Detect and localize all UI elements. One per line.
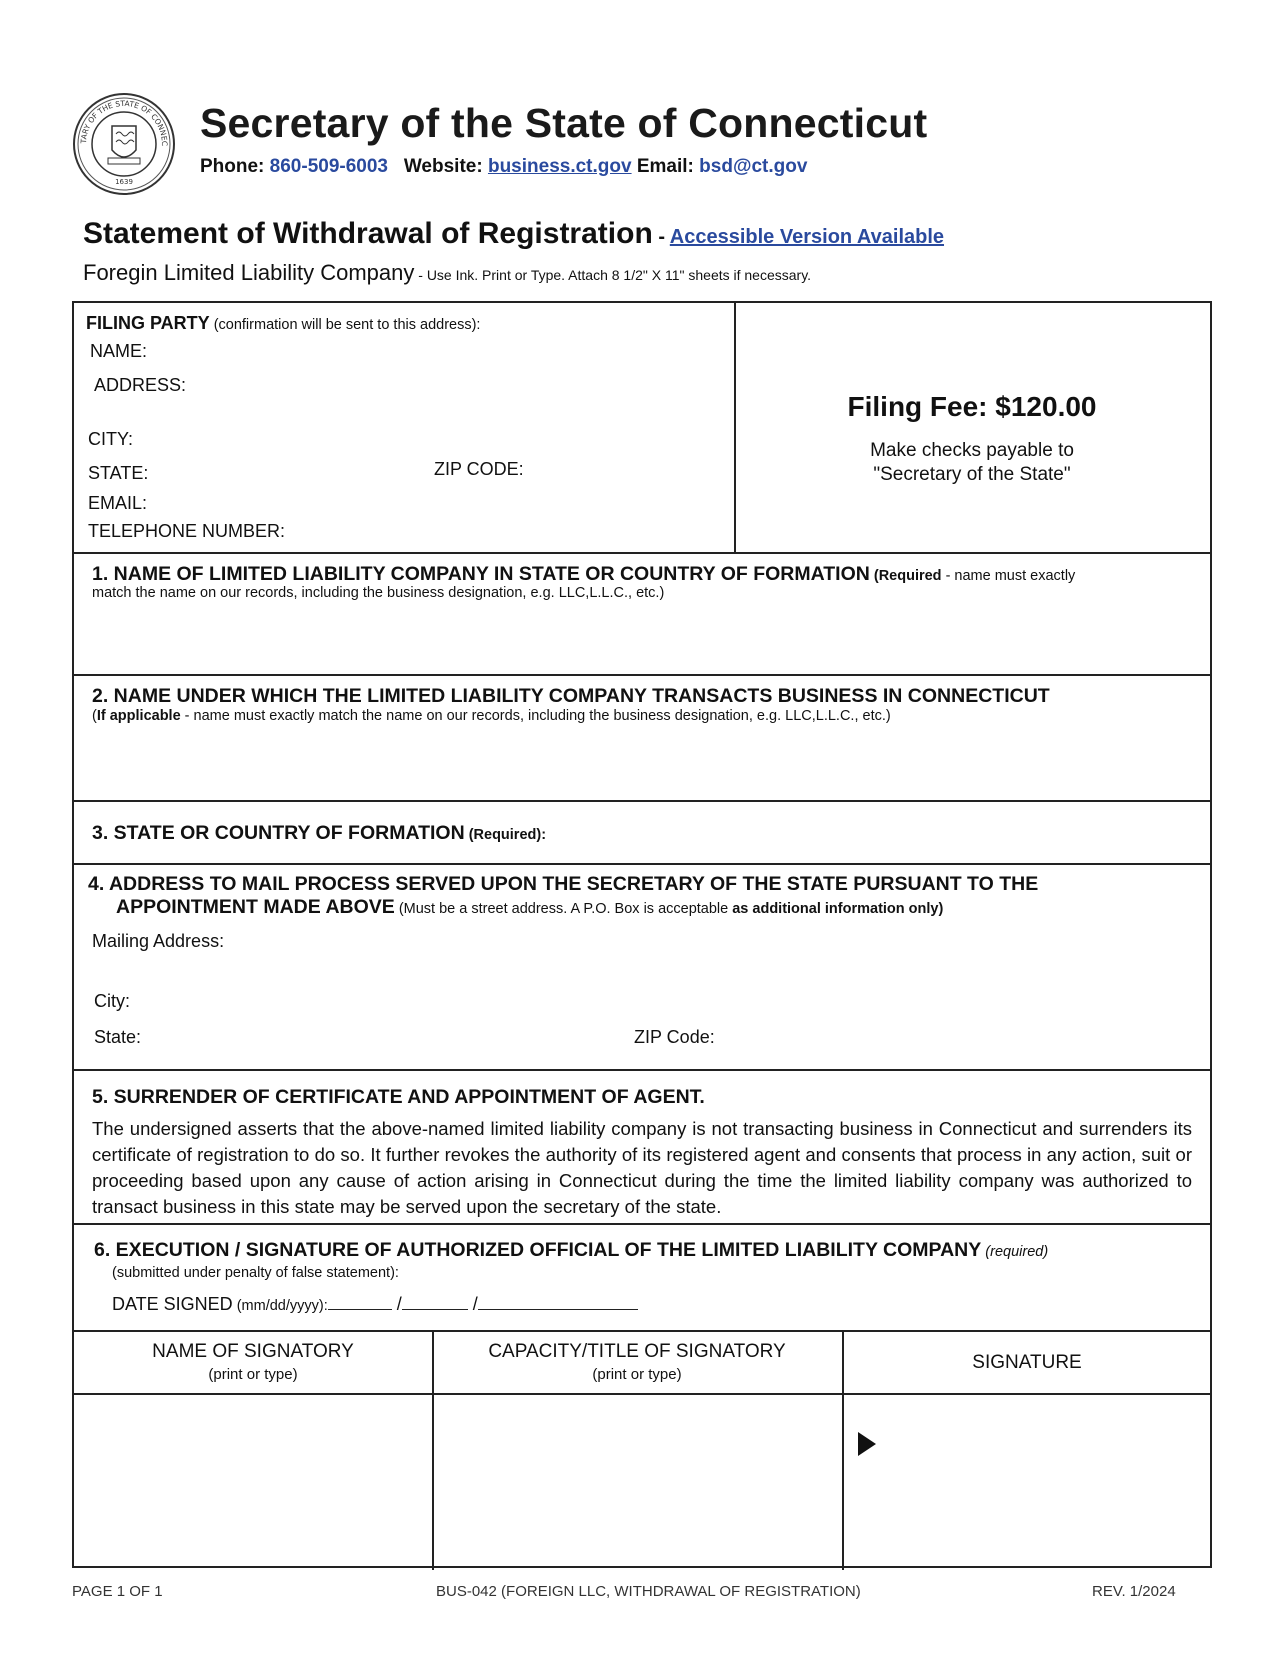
divider-1 [74,552,1210,554]
divider-8 [74,1393,1210,1395]
section-3-required: (Required): [464,827,547,843]
title-separator: - [652,226,670,248]
section-4-heading-line2 [116,896,943,919]
date-day-input[interactable] [402,1293,468,1310]
divider-4 [74,863,1210,865]
section-5-heading: 5. SURRENDER OF CERTIFICATE AND APPOINTMENT OF AGENT. [92,1086,705,1108]
subtitle-text: Foregin Limited Liability Company [83,260,415,285]
date-signed-label: DATE SIGNED [112,1294,233,1314]
filing-party-heading [86,313,480,334]
divider-3 [74,800,1210,802]
section-2-input[interactable] [92,733,1192,793]
document-title [83,217,944,251]
document-subtitle [83,260,811,286]
section-2-note: (If applicable - name must exactly match the name on our records, including the business designation, e.g. LLC,L.L.C., etc.) [92,708,891,724]
signatory-title-input[interactable] [438,1399,836,1563]
filing-fee: Filing Fee: $120.00 [847,391,1097,422]
document-title-text: Statement of Withdrawal of Registration [83,217,653,250]
date-year-input[interactable] [478,1293,638,1310]
mailing-state-field[interactable]: State: [94,1027,142,1047]
date-format: (mm/dd/yyyy): [232,1298,328,1314]
svg-text:SECRETARY OF THE STATE OF CONN: TARY OF THE STATE OF CONNEC [78,98,170,147]
filing-zip-field[interactable]: ZIP CODE: [434,459,524,479]
section-4-note: (Must be a street address. A P.O. Box is acceptable as additional information only) [394,901,944,917]
section-1-title: 1. NAME OF LIMITED LIABILITY COMPANY IN STATE OR COUNTRY OF FORMATION [92,563,870,585]
filing-address-field[interactable]: ADDRESS: [94,375,187,395]
section-1-note: match the name on our records, including the business designation, e.g. LLC,L.L.C., etc.) [92,585,665,601]
section-4-title-2: APPOINTMENT MADE ABOVE [116,896,395,918]
filing-divider [734,303,736,552]
website-link[interactable]: business.ct.gov [487,156,632,177]
footer-revision: REV. 1/2024 [1092,1583,1176,1600]
website-label: Website: [403,156,483,177]
section-3-heading [92,822,546,845]
header-title: Secretary of the State of Connecticut [200,100,928,146]
section-1-input[interactable] [92,608,1192,668]
state-seal-icon [72,92,176,196]
filing-party-title: FILING PARTY [86,313,210,333]
section-1-heading [92,563,1075,586]
col-name-of-signatory: NAME OF SIGNATORY (print or type) [74,1341,432,1383]
subtitle-note: - Use Ink. Print or Type. Attach 8 1/2" X 11" sheets if necessary. [414,267,812,283]
email-label: Email: [636,156,694,177]
header-contact [200,156,807,178]
section-6-penalty-note: (submitted under penalty of false statement): [112,1265,399,1281]
footer-form-id: BUS-042 (FOREIGN LLC, WITHDRAWAL OF REGISTRATION) [436,1583,861,1600]
divider-7 [74,1330,1210,1332]
col-title-sub: (print or type) [592,1366,682,1383]
filing-party-note: (confirmation will be sent to this address): [209,317,481,333]
divider-5 [74,1069,1210,1071]
fee-payable-line2: "Secretary of the State" [873,464,1071,485]
phone-label: Phone: [200,156,265,177]
section-6-required: (required) [981,1244,1049,1260]
filing-name-field[interactable]: NAME: [90,341,148,361]
section-2-heading: 2. NAME UNDER WHICH THE LIMITED LIABILITY COMPANY TRANSACTS BUSINESS IN CONNECTICUT [92,685,1050,707]
date-signed-row [112,1293,638,1315]
col-capacity-title: CAPACITY/TITLE OF SIGNATORY (print or type) [432,1341,842,1383]
filing-telephone-field[interactable]: TELEPHONE NUMBER: [88,521,286,541]
date-slash-1: / [396,1294,402,1314]
date-slash-2: / [472,1294,478,1314]
form-body [72,301,1212,1568]
divider-2 [74,674,1210,676]
section-3-input[interactable] [574,818,1194,848]
signature-input[interactable] [848,1399,1208,1563]
section-1-required: (Required - name must exactly [869,568,1076,584]
col-signature: SIGNATURE [972,1352,1082,1373]
mailing-city-field[interactable]: City: [94,991,130,1011]
section-6-title: 6. EXECUTION / SIGNATURE OF AUTHORIZED OFFICIAL OF THE LIMITED LIABILITY COMPANY [94,1239,982,1261]
phone-number[interactable]: 860-509-6003 [269,156,388,177]
mailing-zip-field[interactable]: ZIP Code: [634,1027,715,1047]
svg-text:1639: 1639 [115,178,133,186]
col-name-sub: (print or type) [208,1366,298,1383]
play-arrow-icon [856,1431,878,1462]
date-month-input[interactable] [328,1293,392,1310]
accessible-version-link[interactable]: Accessible Version Available [669,226,945,248]
filing-state-field[interactable]: STATE: [88,463,149,483]
email-link[interactable]: bsd@ct.gov [699,156,808,177]
mailing-address-field[interactable]: Mailing Address: [92,931,225,951]
section-6-heading [94,1239,1048,1262]
filing-email-field[interactable]: EMAIL: [88,493,148,513]
filing-city-field[interactable]: CITY: [88,429,134,449]
fee-payable-line1: Make checks payable to [870,440,1074,461]
section-5-body: The undersigned asserts that the above-named limited liability company is not transacting business in Connecticut and surrenders its certificate of registration to do so. It further revokes the authority of its registered agent and consents that process in any action, suit or proceeding based upon any cause of action arising in Connecticut during the time the limited liability company was authorized to transact business in this state may be served upon the secretary of the state. [92,1118,1192,1217]
footer-page: PAGE 1 OF 1 [72,1583,163,1600]
section-3-title: 3. STATE OR COUNTRY OF FORMATION [92,822,465,844]
section-4-heading-line1: 4. ADDRESS TO MAIL PROCESS SERVED UPON THE SECRETARY OF THE STATE PURSUANT TO THE [88,873,1039,895]
signatory-name-input[interactable] [80,1399,426,1563]
divider-6 [74,1223,1210,1225]
